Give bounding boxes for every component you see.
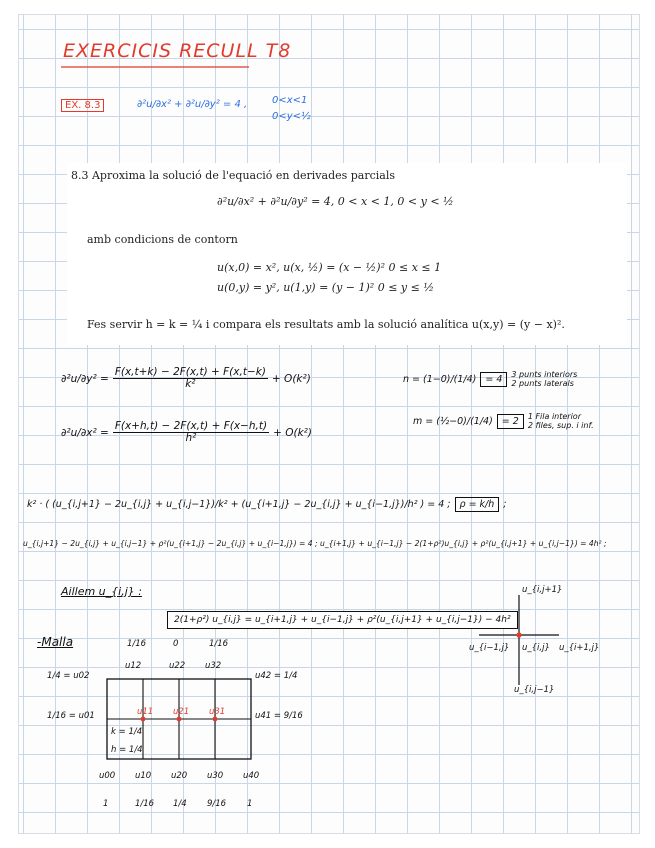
problem-bc-label: amb condicions de contorn bbox=[87, 233, 238, 246]
stencil-top: u_{i,j+1} bbox=[522, 585, 563, 595]
n-note-lateral: 2 punts laterals bbox=[511, 378, 574, 388]
exercise-label: EX. 8.3 bbox=[61, 99, 104, 112]
m-value: = 2 bbox=[497, 414, 524, 429]
uyy-lhs: ∂²u/∂y² = bbox=[61, 372, 109, 385]
mesh-left-val-1: 1/16 bbox=[47, 711, 67, 721]
mesh-left-row-2: 1/4 = u02 bbox=[47, 671, 90, 681]
mesh-right-row-1: u41 = 9/16 bbox=[255, 711, 303, 721]
mesh-k-label: k = 1/4 bbox=[111, 727, 143, 737]
problem-intro: 8.3 Aproxima la solució de l'equació en derivades parcials bbox=[71, 169, 396, 182]
mesh-h-label: h = 1/4 bbox=[111, 745, 143, 755]
mesh-left-node-1: u01 bbox=[78, 711, 95, 721]
uxx-lhs: ∂²u/∂x² = bbox=[61, 426, 109, 439]
stencil-left: u_{i−1,j} bbox=[469, 643, 510, 653]
mesh-top-val-3: 1/16 bbox=[209, 639, 229, 649]
n-count bbox=[403, 371, 577, 389]
mesh-interior-3: u31 bbox=[209, 707, 226, 717]
isolated-equation: 2(1+ρ²) u_{i,j} = u_{i+1,j} + u_{i−1,j} + ρ²(u_{i,j+1} + u_{i,j−1}) − 4h² bbox=[167, 611, 518, 629]
title-underline bbox=[61, 65, 251, 69]
problem-statement bbox=[67, 163, 627, 345]
mesh-top-node-2: u22 bbox=[169, 661, 186, 671]
stencil-right: u_{i+1,j} bbox=[559, 643, 600, 653]
mesh-right-val-1: 9/16 bbox=[283, 711, 303, 721]
exercise-equation: ∂²u/∂x² + ∂²u/∂y² = 4 , bbox=[137, 99, 248, 110]
mesh-top-node-1: u12 bbox=[125, 661, 142, 671]
mesh-interior-1: u11 bbox=[137, 707, 154, 717]
mesh-bottom-val-4: 1 bbox=[247, 799, 253, 809]
uyy-numerator: F(x,t+k) − 2F(x,t) + F(x,t−k) bbox=[114, 366, 266, 378]
exercise-domain-y: 0<y<½ bbox=[272, 111, 311, 122]
problem-pde: ∂²u/∂x² + ∂²u/∂y² = 4, 0 < x < 1, 0 < y < ½ bbox=[217, 195, 454, 208]
m-expression: m = (½−0)/(1/4) bbox=[413, 416, 493, 428]
mesh-left-val-2: 1/4 bbox=[47, 671, 61, 681]
scheme-equation-2: u_{i,j+1} − 2u_{i,j} + u_{i,j−1} + ρ²(u_{i+1,j} − 2u_{i,j} + u_{i−1,j}) = 4 ; u_{i+1,j} + u_{i−1,j} − 2(1+ρ²)u_{i,j} + ρ²(u_{i,j+1} + u_{i,j−1}) = 4h² ; bbox=[23, 539, 607, 548]
mesh-label: -Malla bbox=[37, 635, 74, 649]
mesh-left-node-2: u02 bbox=[73, 671, 90, 681]
problem-instruction: Fes servir h = k = ¼ i compara els resultats amb la solució analítica u(x,y) = (y − x)². bbox=[87, 318, 565, 331]
stencil-center: u_{i,j} bbox=[522, 643, 550, 653]
mesh-bottom-node-2: u20 bbox=[171, 771, 188, 781]
uyy-denominator: k² bbox=[185, 378, 196, 391]
mesh-label-text: Malla bbox=[41, 635, 74, 649]
mesh-bottom-node-4: u40 bbox=[243, 771, 260, 781]
mesh-right-val-2: 1/4 bbox=[283, 671, 298, 681]
rho-definition: ρ = k/h bbox=[455, 497, 500, 512]
n-expression: n = (1−0)/(1/4) bbox=[403, 374, 477, 386]
n-notes bbox=[511, 371, 577, 389]
scheme-eq1-left: k² · ( (u_{i,j+1} − 2u_{i,j} + u_{i,j−1})/k² + (u_{i+1,j} − 2u_{i,j} + u_{i−1,j})/h² ) = 4 ; bbox=[27, 499, 451, 510]
mesh-right-node-1: u41 bbox=[255, 711, 272, 721]
m-note-files: 2 files, sup. i inf. bbox=[527, 420, 594, 430]
mesh-bottom-val-2: 1/4 bbox=[173, 799, 187, 809]
scheme-equation-1: k² · ( (u_{i,j+1} − 2u_{i,j} + u_{i,j−1})/k² + (u_{i+1,j} − 2u_{i,j} + u_{i−1,j})/h² ) = 4 ; ρ = k/h ; bbox=[27, 499, 507, 510]
m-note-interior: 1 Fila interior bbox=[527, 412, 581, 421]
mesh-top-node-3: u32 bbox=[205, 661, 222, 671]
mesh-left-row-1: 1/16 = u01 bbox=[47, 711, 95, 721]
exercise-domain-x: 0<x<1 bbox=[272, 95, 308, 106]
mesh-right-row-2: u42 = 1/4 bbox=[255, 671, 298, 681]
mesh-top-val-2: 0 bbox=[173, 639, 179, 649]
stencil-bottom: u_{i,j−1} bbox=[514, 685, 555, 695]
mesh-interior-2: u21 bbox=[173, 707, 190, 717]
n-note-interior: 3 punts interiors bbox=[511, 370, 578, 379]
mesh-bottom-node-0: u00 bbox=[99, 771, 116, 781]
page-title: EXERCICIS RECULL T8 bbox=[63, 40, 292, 62]
m-count bbox=[413, 413, 594, 431]
stencil-center-node bbox=[516, 632, 521, 637]
m-notes bbox=[528, 413, 594, 431]
uxx-formula bbox=[61, 421, 312, 444]
mesh-top-val-1: 1/16 bbox=[127, 639, 147, 649]
n-value: = 4 bbox=[480, 372, 507, 387]
uxx-numerator: F(x+h,t) − 2F(x,t) + F(x−h,t) bbox=[114, 420, 268, 432]
uxx-error: + O(k²) bbox=[273, 426, 312, 439]
problem-bc1: u(x,0) = x², u(x, ½) = (x − ½)² 0 ≤ x ≤ 1 bbox=[217, 261, 442, 274]
mesh-bottom-val-3: 9/16 bbox=[207, 799, 227, 809]
mesh-right-node-2: u42 bbox=[255, 671, 272, 681]
mesh-bottom-node-3: u30 bbox=[207, 771, 224, 781]
mesh-bottom-val-1: 1/16 bbox=[135, 799, 155, 809]
uyy-error: + O(k²) bbox=[271, 372, 311, 385]
uxx-denominator: h² bbox=[185, 432, 197, 445]
problem-bc2: u(0,y) = y², u(1,y) = (y − 1)² 0 ≤ y ≤ ½ bbox=[217, 281, 434, 294]
mesh-bottom-val-0: 1 bbox=[103, 799, 109, 809]
uyy-formula bbox=[61, 367, 311, 390]
mesh-bottom-node-1: u10 bbox=[135, 771, 152, 781]
notebook-page bbox=[18, 14, 640, 834]
isolate-label: Aillem u_{i,j} : bbox=[61, 585, 142, 598]
